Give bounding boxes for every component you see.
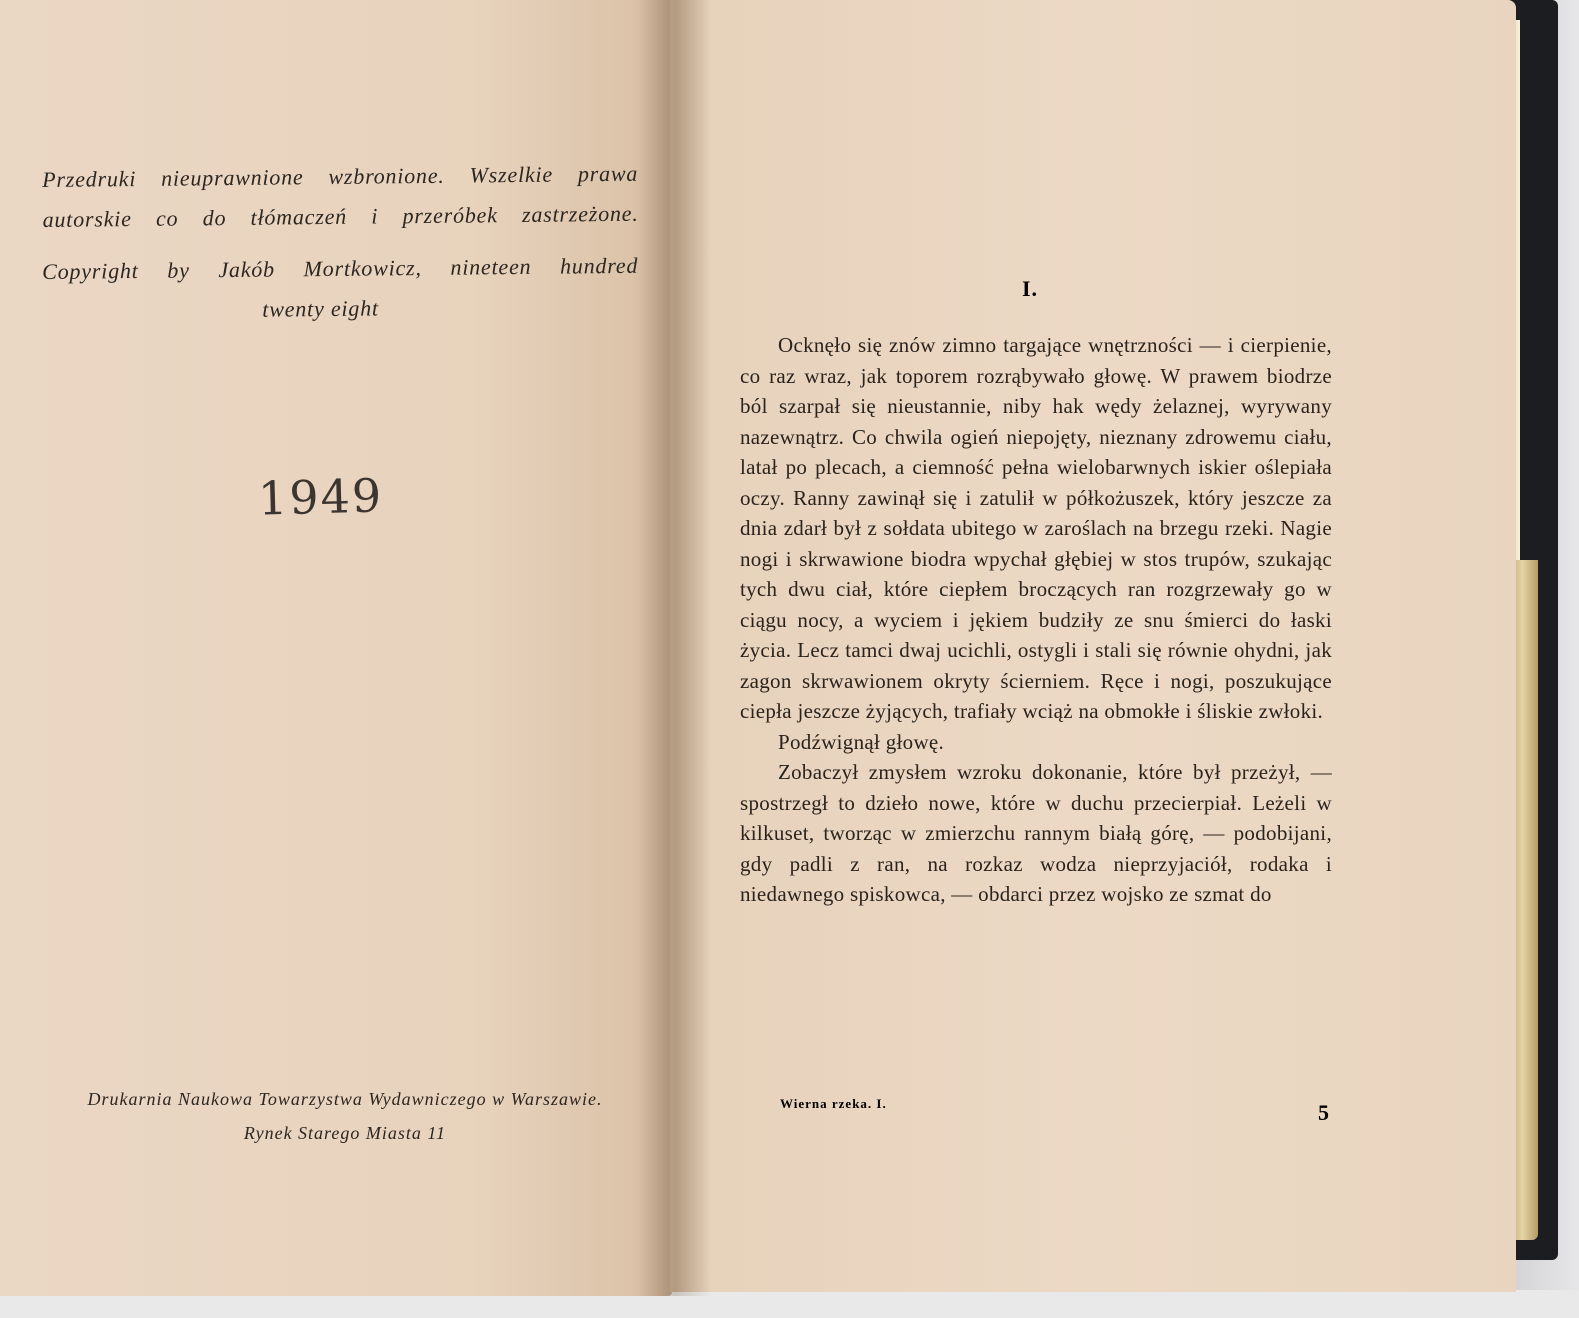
paragraph-2: Podźwignął głowę. [778, 729, 945, 754]
printer-imprint [46, 1082, 644, 1150]
page-number: 5 [1318, 1100, 1329, 1125]
left-page [0, 0, 672, 1296]
publication-year: 1949 [257, 468, 384, 526]
body-text [740, 330, 1332, 910]
copyright-line-2: twenty eight [262, 295, 380, 322]
copyright-notice [42, 246, 639, 332]
paragraph-3: Zobaczył zmysłem wzroku dokonanie, które był przeżył, — spostrzegł to dzieło nowe, które w duchu przecierpiał. Leżeli w kilkuset, tworząc w zmierzchu rannym białą górę, — podobijani, gdy padli z ran, na rozkaz wodza nieprzyjaciół, rodaka i niedawnego spiskowca, — obdarci przez wojsko ze szmat do [740, 760, 1332, 906]
chapter-heading: I. [1021, 276, 1039, 301]
running-footer: Wierna rzeka. I. [780, 1096, 887, 1111]
printer-line-1: Drukarnia Naukowa Towarzystwa Wydawniczego w Warszawie. [87, 1089, 603, 1109]
copyright-line-1: Copyright by Jakób Mortkowicz, nineteen hundred [42, 252, 639, 284]
rights-notice: Przedruki nieuprawnione wzbronione. Wszelkie prawa autorskie co do tłómaczeń i przeróbek zastrzeżone. [42, 160, 639, 232]
paragraph-1: Ocknęło się znów zimno targające wnętrzności — i cierpienie, co raz wraz, jak toporem rozrąbywało głowę. W prawem biodrze ból szarpał się nieustannie, niby hak wędy żelaznej, wyrywany nazewnątrz. Co chwila ogień niepojęty, nieznany zdrowemu ciału, latał po plecach, a ciemność pełna wielobarwnych iskier oślepiała oczy. Ranny zawinął się i zatulił w półkożuszek, który jeszcze za dnia zdarł był z sołdata ubitego w zaroślach na brzegu rzeki. Nagie nogi i skrwawione biodra wpychał głębiej w stos trupów, szukając tych dwu ciał, które ciepłem broczących ran rozgrzewały go w ciągu nocy, a wyciem i jękiem budziły ze snu śmierci do łaski życia. Lecz tamci dwaj ucichli, ostygli i stali się równie ohydni, jak zagon skrwawionem okryty ścierniem. Ręce i nogi, poszukujące ciepła jeszcze żyjących, trafiały wciąż na obmokłe i śliskie zwłoki. [740, 333, 1332, 723]
printer-line-2: Rynek Starego Miasta 11 [243, 1123, 447, 1143]
